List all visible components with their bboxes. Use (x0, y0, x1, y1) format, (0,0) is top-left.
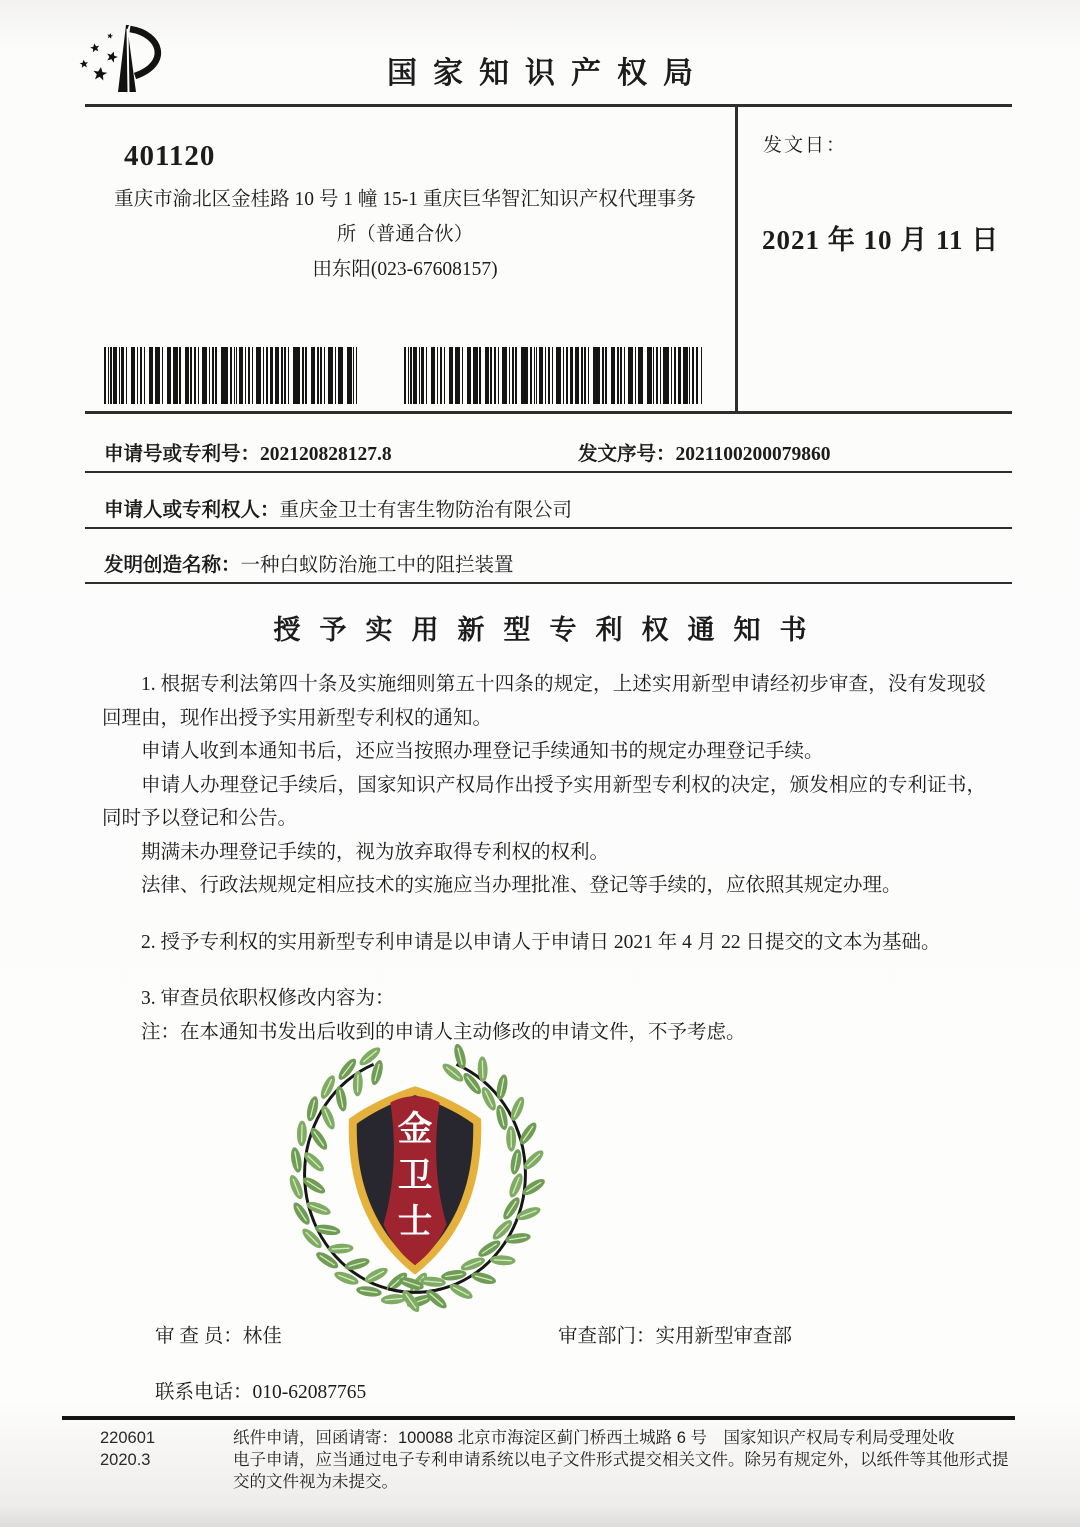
field-rule-2 (85, 527, 1012, 529)
applicant-label: 申请人或专利权人： (104, 500, 280, 521)
company-emblem (252, 1036, 578, 1322)
invention-title-label: 发明创造名称： (104, 555, 241, 576)
footer-paper-instruction: 纸件申请，回函请寄：100088 北京市海淀区蓟门桥西土城路 6 号 国家知识产权局专利局受理处收 (233, 1429, 955, 1447)
emblem-char-1: 金 (397, 1110, 433, 1149)
serial-number-label: 发文序号： (578, 444, 676, 465)
applicant-value: 重庆金卫士有害生物防治有限公司 (279, 500, 573, 521)
footer-instructions (233, 1427, 1015, 1493)
notice-body (102, 668, 986, 1049)
applicant-field (104, 494, 572, 522)
recipient-address-line1: 重庆市渝北区金桂路 10 号 1 幢 15-1 重庆巨华智汇知识产权代理事务 (114, 189, 696, 210)
application-number-field (104, 438, 392, 466)
department-field (558, 1320, 792, 1348)
phone-value: 010-62087765 (252, 1382, 367, 1403)
serial-number-value: 2021100200079860 (675, 444, 831, 465)
examiner-field (155, 1320, 282, 1348)
serial-number-field (578, 438, 830, 466)
application-number-value: 202120828127.8 (260, 444, 392, 465)
recipient-address-line2: 所（普通合伙） (336, 224, 474, 245)
examiner-value: 林佳 (242, 1326, 282, 1347)
body-paragraph: 2. 授予专利权的实用新型专利申请是以申请人于申请日 2021 年 4 月 22 日提交的文本为基础。 (141, 931, 941, 953)
body-paragraph: 3. 审查员依职权修改内容为： (141, 988, 395, 1009)
phone-field (155, 1376, 366, 1404)
body-paragraph: 申请人办理登记手续后，国家知识产权局作出授予实用新型专利权的决定，颁发相应的专利证书，同时予以登记和公告。 (102, 774, 986, 829)
body-paragraph: 法律、行政法规规定相应技术的实施应当办理批准、登记等手续的，应依照其规定办理。 (141, 875, 902, 896)
notice-title: 授予实用新型专利权通知书 (273, 615, 826, 645)
barcode-left (104, 347, 357, 404)
field-rule-1 (85, 471, 1012, 473)
dispatch-box-border (735, 104, 738, 413)
department-value: 实用新型审查部 (655, 1326, 793, 1347)
body-paragraph: 申请人收到本通知书后，还应当按照办理登记手续通知书的规定办理登记手续。 (141, 741, 824, 762)
field-rule-3 (85, 582, 1012, 584)
emblem-shield (349, 1086, 482, 1274)
section-rule-top (85, 411, 1012, 414)
body-paragraph: 注：在本通知书发出后收到的申请人主动修改的申请文件，不予考虑。 (141, 1021, 746, 1043)
emblem-char-3: 士 (397, 1203, 433, 1242)
agency-title: 国家知识产权局 (387, 57, 709, 90)
recipient-contact: 田东阳(023-67608157) (312, 259, 498, 280)
dispatch-date-label: 发文日： (763, 135, 848, 156)
header-rule (85, 104, 1012, 107)
barcode-right (404, 347, 702, 404)
examiner-label: 审 查 员： (155, 1326, 243, 1347)
footer-form-codes (100, 1427, 155, 1471)
phone-label: 联系电话： (155, 1382, 253, 1403)
invention-title-value: 一种白蚁防治施工中的阻拦装置 (240, 555, 514, 576)
recipient-address (100, 182, 710, 287)
body-paragraph: 1. 根据专利法第四十条及实施细则第五十四条的规定，上述实用新型申请经初步审查，没有发现驳回理由，现作出授予实用新型专利权的通知。 (102, 674, 986, 729)
invention-title-field (104, 549, 514, 577)
department-label: 审查部门： (558, 1326, 656, 1347)
footer-rule (62, 1416, 1015, 1420)
recipient-postcode: 401120 (124, 140, 216, 172)
footer-electronic-instruction: 电子申请，应当通过电子专利申请系统以电子文件形式提交相关文件。除另有规定外，以纸件等其他形式提交的文件视为未提交。 (233, 1451, 1009, 1491)
dispatch-date-value: 2021 年 10 月 11 日 (762, 225, 1000, 255)
body-paragraph: 期满未办理登记手续的，视为放弃取得专利权的权利。 (141, 841, 610, 863)
emblem-char-2: 卫 (397, 1156, 433, 1195)
footer-form-code: 220601 (100, 1429, 156, 1447)
footer-form-version: 2020.3 (100, 1451, 151, 1469)
application-number-label: 申请号或专利号： (104, 444, 261, 465)
